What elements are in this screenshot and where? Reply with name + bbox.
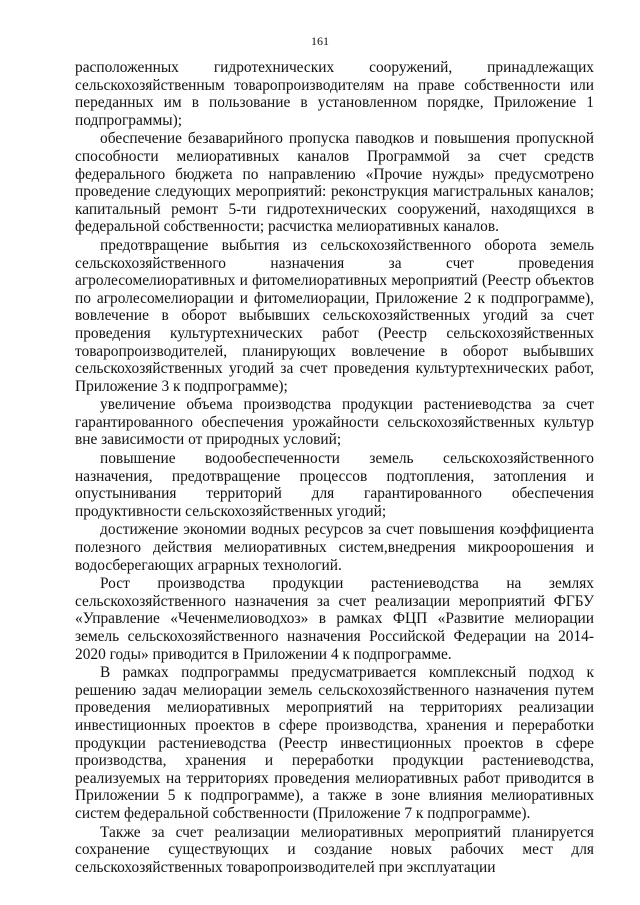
paragraph: увеличение объема производства продукции растениеводства за счет гарантированного обеспечения урожайности сельскохозяйственных культур вне зависимости от природных условий; [75, 396, 594, 449]
paragraph: В рамках подпрограммы предусматривается комплексный подход к решению задач мелиорации земель сельскохозяйственного назначения путем проведения мелиоративных мероприятий на территориях реализации инвестиционных проектов в сфере производства, хранения и переработки продукции растениеводства (Реестр инвестиционных проектов в сфере производства, хранения и переработки продукции растениеводства, реализуемых на территориях проведения мелиоративных работ приводится в Приложении 5 к подпрограмме), а также в зоне влияния мелиоративных систем федеральной собственности (Приложение 7 к подпрограмме). [75, 664, 594, 822]
paragraph: достижение экономии водных ресурсов за счет повышения коэффициента полезного действия мелиоративных систем,внедрения микроорошения и водосберегающих аграрных технологий. [75, 521, 594, 574]
paragraph: повышение водообеспеченности земель сельскохозяйственного назначения, предотвращение процессов подтопления, затопления и опустынивания территорий для гарантированного обеспечения продуктивности сельскохозяйственных угодий; [75, 450, 594, 520]
paragraph: Также за счет реализации мелиоративных мероприятий планируется сохранение существующих и создание новых рабочих мест для сельскохозяйственных товаропроизводителей при эксплуатации [75, 823, 594, 876]
paragraph: обеспечение безаварийного пропуска паводков и повышения пропускной способности мелиоративных каналов Программой за счет средств федерального бюджета по направлению «Прочие нужды» предусмотрено проведение следующих мероприятий: реконструкция магистральных каналов; капитальный ремонт 5-ти гидротехнических сооружений, находящихся в федеральной собственности; расчистка мелиоративных каналов. [75, 130, 594, 236]
paragraph: расположенных гидротехнических сооружений, принадлежащих сельскохозяйственным товаропроизводителям на праве собственности или переданных им в пользование в установленном порядке, Приложение 1 подпрограммы); [75, 59, 594, 129]
page-number: 161 [311, 34, 329, 48]
body-text [75, 59, 594, 877]
paragraph: предотвращение выбытия из сельскохозяйственного оборота земель сельскохозяйственного назначения за счет проведения агролесомелиоративных и фитомелиоративных мероприятий (Реестр объектов по агролесомелиорации и фитомелиорации, Приложение 2 к подпрограмме), вовлечение в оборот выбывших сельскохозяйственных угодий за счет проведения культуртехнических работ (Реестр сельскохозяйственных товаропроизводителей, планирующих вовлечение в оборот выбывших сельскохозяйственных угодий за счет проведения культуртехнических работ, Приложение 3 к подпрограмме); [75, 236, 594, 395]
paragraph: Рост производства продукции растениеводства на землях сельскохозяйственного назначения за счет реализации мероприятий ФГБУ «Управление «Чеченмелиоводхоз» в рамках ФЦП «Развитие мелиорации земель сельскохозяйственного назначения Российской Федерации на 2014-2020 годы» приводится в Приложении 4 к подпрограмме. [75, 575, 594, 663]
